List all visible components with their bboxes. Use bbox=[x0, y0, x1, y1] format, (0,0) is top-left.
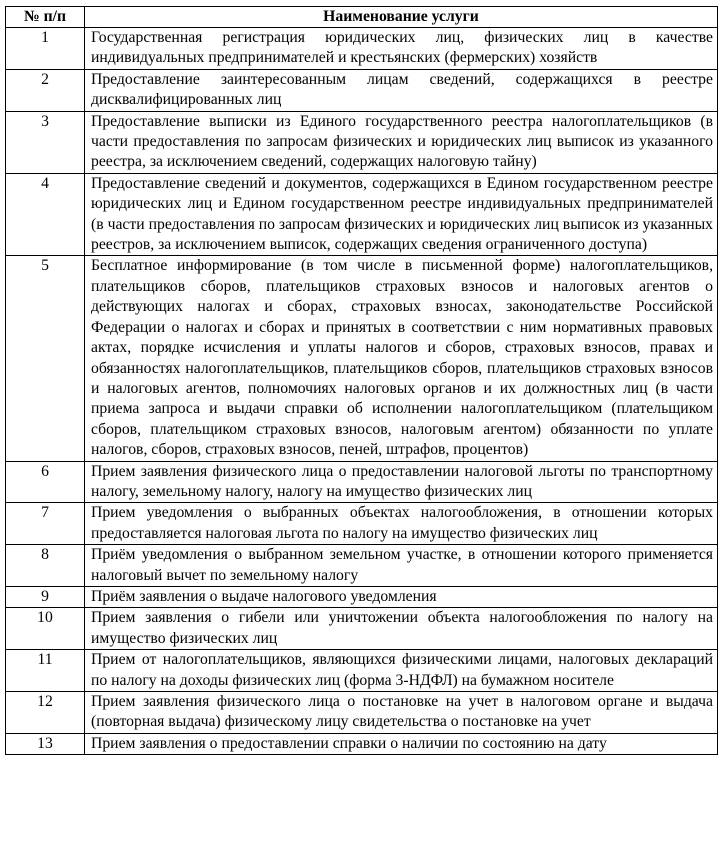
row-number: 2 bbox=[6, 69, 85, 111]
service-name: Предоставление заинтересованным лицам сведений, содержащихся в реестре дисквалифицированных лиц bbox=[85, 69, 718, 111]
table-row bbox=[6, 545, 718, 587]
table-row bbox=[6, 69, 718, 111]
row-number: 13 bbox=[6, 733, 85, 754]
row-number: 10 bbox=[6, 608, 85, 650]
service-name: Предоставление выписки из Единого государственного реестра налогоплательщиков (в части предоставления по запросам физических и юридических лиц выписок из указанного реестра, за исключением сведений, содержащих налоговую тайну) bbox=[85, 111, 718, 173]
column-header-number: № п/п bbox=[6, 7, 85, 28]
services-table bbox=[5, 6, 718, 755]
table-row bbox=[6, 28, 718, 70]
service-name: Прием уведомления о выбранных объектах налогообложения, в отношении которых предоставляется налоговая льгота по налогу на имущество физических лиц bbox=[85, 503, 718, 545]
row-number: 11 bbox=[6, 650, 85, 692]
row-number: 5 bbox=[6, 256, 85, 461]
row-number: 3 bbox=[6, 111, 85, 173]
service-name: Прием заявления о гибели или уничтожении объекта налогообложения по налогу на имущество физических лиц bbox=[85, 608, 718, 650]
row-number: 4 bbox=[6, 173, 85, 256]
table-row bbox=[6, 733, 718, 754]
table-row bbox=[6, 256, 718, 461]
table-row bbox=[6, 461, 718, 503]
table-row bbox=[6, 503, 718, 545]
table-row bbox=[6, 608, 718, 650]
service-name: Бесплатное информирование (в том числе в письменной форме) налогоплательщиков, плательщиков сборов, плательщиков страховых взносов и налоговых агентов о действующих налогах и сборах, страховых взносах, законодательстве Российской Федерации о налогах и сборах и принятых в соответствии с ним нормативных правовых актах, порядке исчисления и уплаты налогов и сборов, страховых взносов, правах и обязанностях налогоплательщиков, плательщиков сборов, плательщиков страховых взносов и налоговых агентов, полномочиях налоговых органов и их должностных лиц (в части приема запроса и выдачи справки об исполнении налогоплательщиком (плательщиком сборов, плательщиком страховых взносов, налоговым агентом) обязанности по уплате налогов, сборов, страховых взносов, пеней, штрафов, процентов) bbox=[85, 256, 718, 461]
row-number: 7 bbox=[6, 503, 85, 545]
service-name: Прием от налогоплательщиков, являющихся физическими лицами, налоговых деклараций по налогу на доходы физических лиц (форма 3-НДФЛ) на бумажном носителе bbox=[85, 650, 718, 692]
service-name: Предоставление сведений и документов, содержащихся в Едином государственном реестре юридических лиц и Едином государственном реестре индивидуальных предпринимателей (в части предоставления по запросам физических и юридических лиц выписок из указанных реестров, за исключением выписок, содержащих сведения ограниченного доступа) bbox=[85, 173, 718, 256]
column-header-service: Наименование услуги bbox=[85, 7, 718, 28]
row-number: 12 bbox=[6, 692, 85, 734]
service-name: Приём заявления о выдаче налогового уведомления bbox=[85, 586, 718, 607]
row-number: 8 bbox=[6, 545, 85, 587]
service-name: Прием заявления физического лица о предоставлении налоговой льготы по транспортному налогу, земельному налогу, налогу на имущество физических лиц bbox=[85, 461, 718, 503]
service-name: Прием заявления физического лица о постановке на учет в налоговом органе и выдача (повторная выдача) физическому лицу свидетельства о постановке на учет bbox=[85, 692, 718, 734]
service-name: Государственная регистрация юридических лиц, физических лиц в качестве индивидуальных предпринимателей и крестьянских (фермерских) хозяйств bbox=[85, 28, 718, 70]
table-row bbox=[6, 692, 718, 734]
table-row bbox=[6, 650, 718, 692]
row-number: 1 bbox=[6, 28, 85, 70]
row-number: 6 bbox=[6, 461, 85, 503]
service-name: Прием заявления о предоставлении справки о наличии по состоянию на дату bbox=[85, 733, 718, 754]
table-row bbox=[6, 173, 718, 256]
table-row bbox=[6, 586, 718, 607]
service-name: Приём уведомления о выбранном земельном участке, в отношении которого применяется налоговый вычет по земельному налогу bbox=[85, 545, 718, 587]
table-header-row bbox=[6, 7, 718, 28]
row-number: 9 bbox=[6, 586, 85, 607]
table-row bbox=[6, 111, 718, 173]
